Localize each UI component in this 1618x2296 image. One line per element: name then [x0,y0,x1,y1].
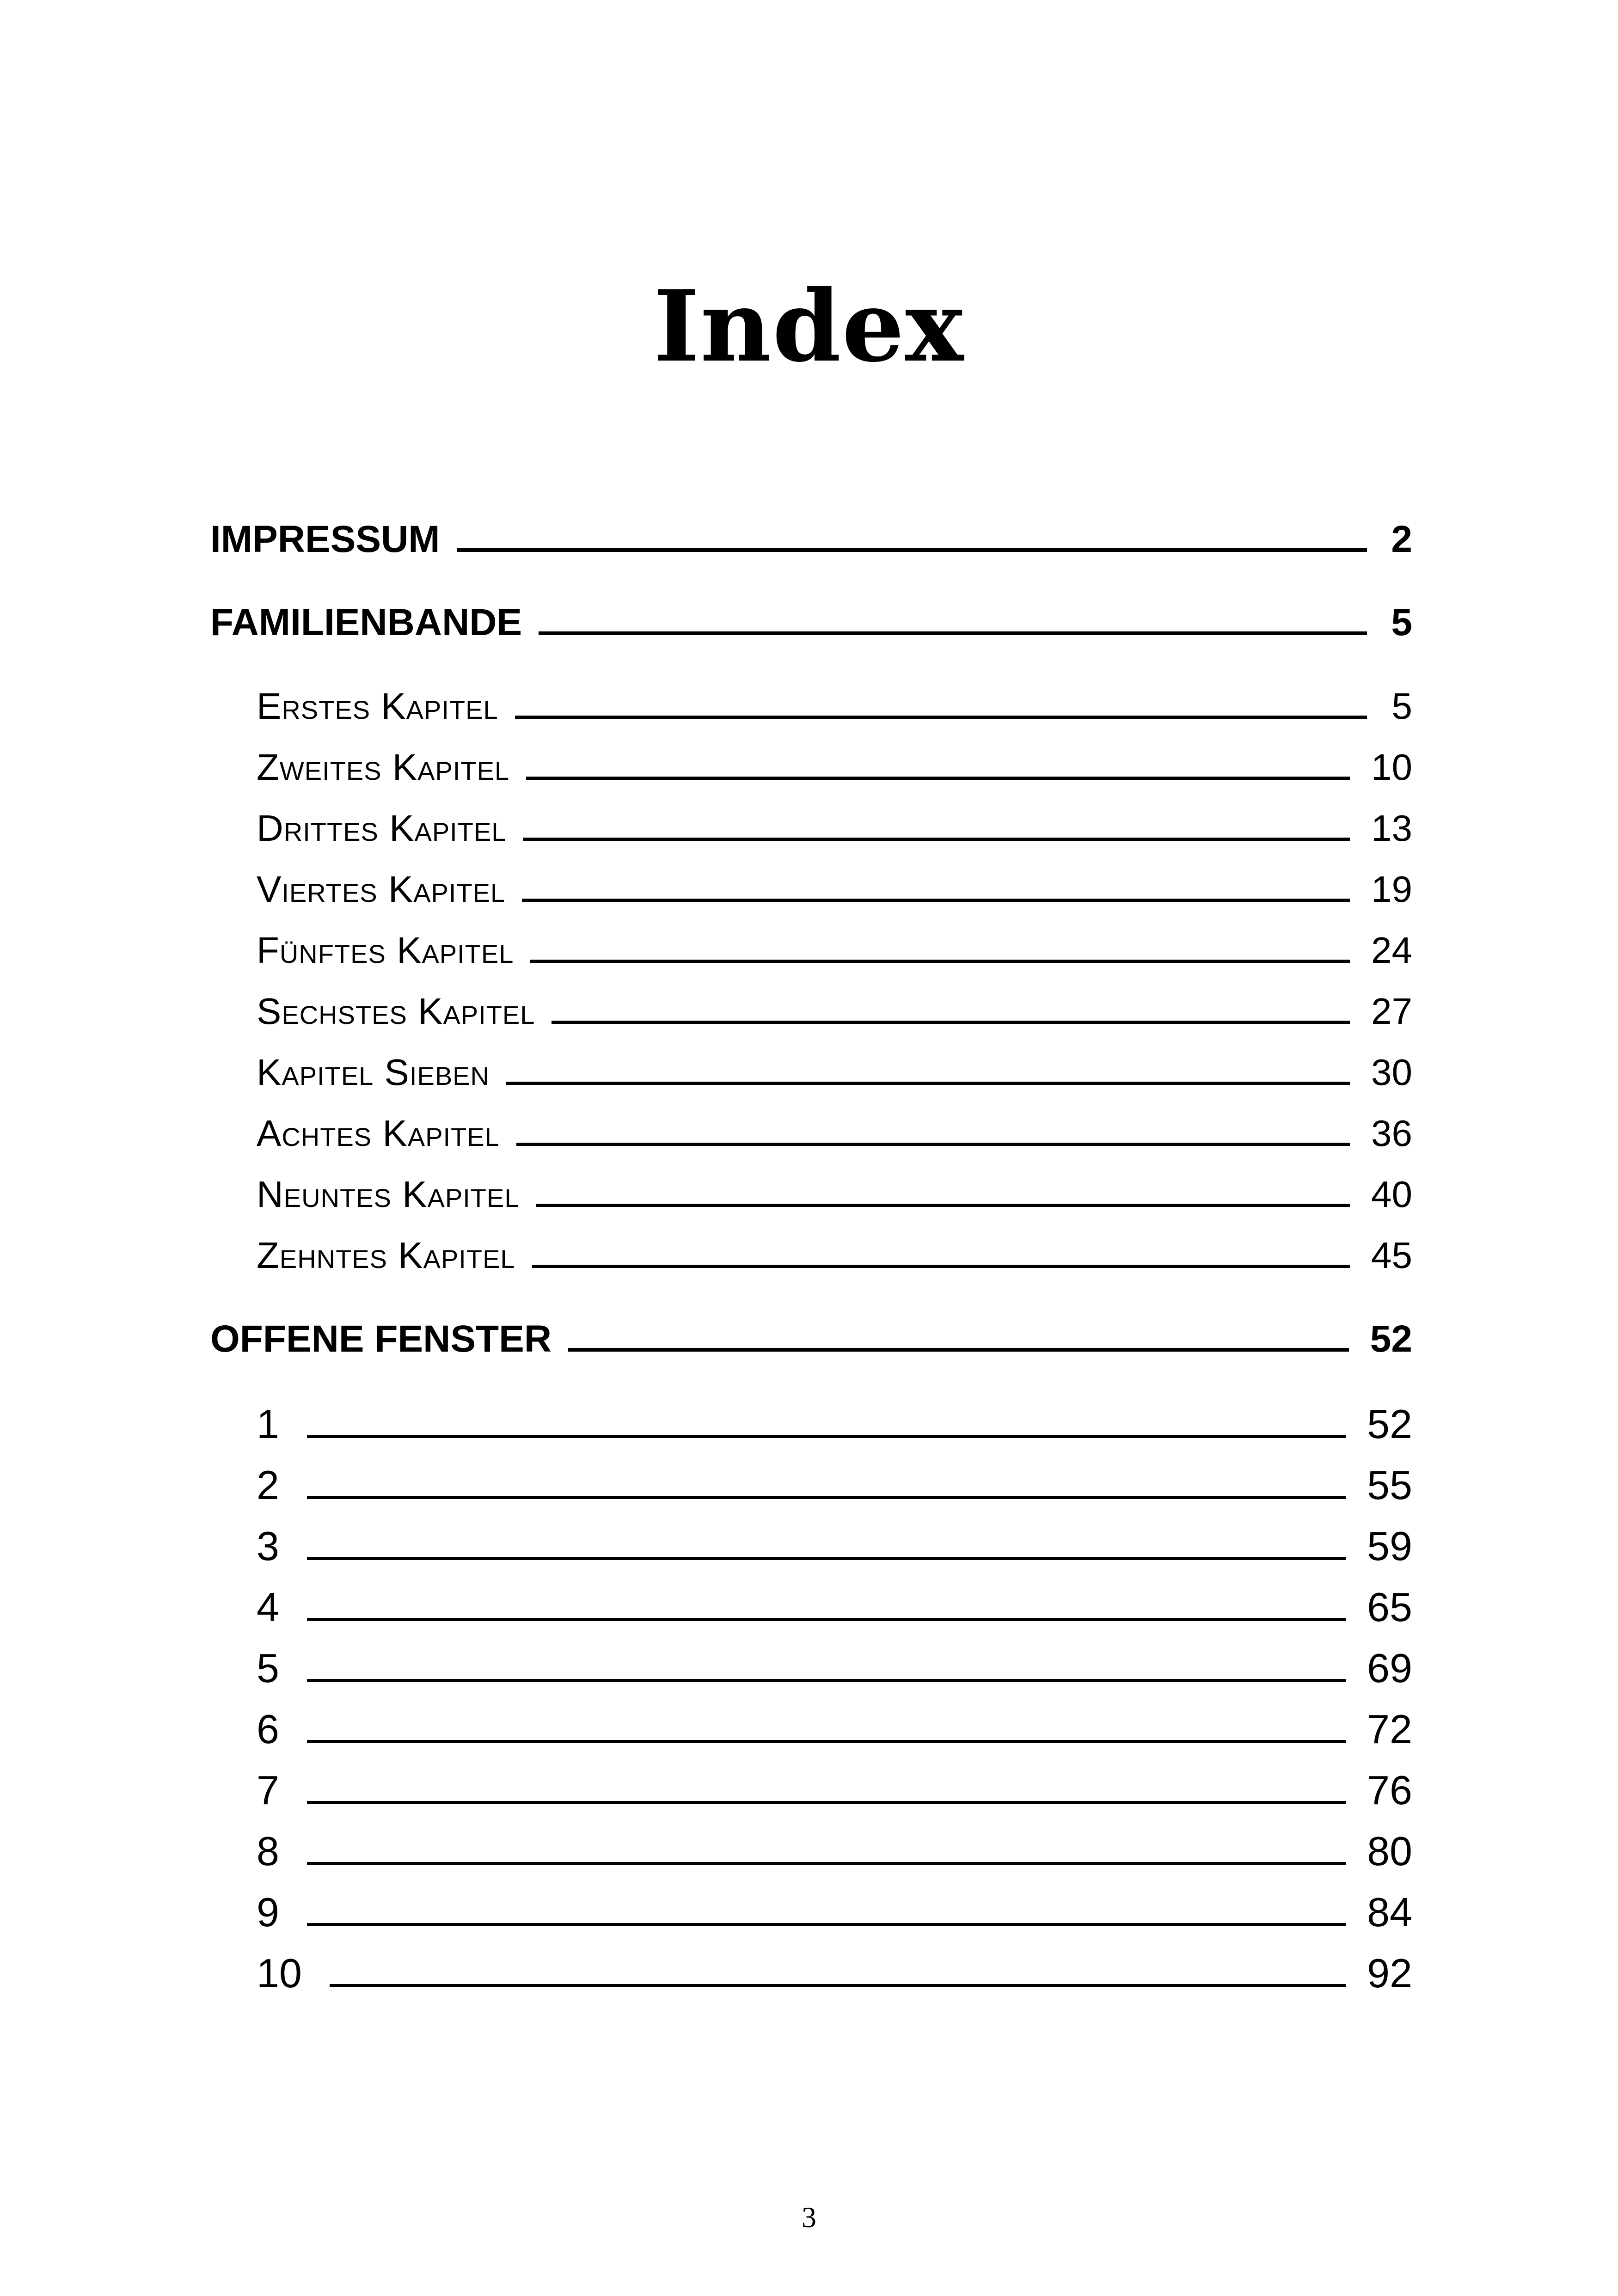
toc-leader-line [522,899,1350,902]
toc-entry-chapter[interactable] [257,929,1412,972]
toc-leader-line [523,838,1350,841]
toc-leader-line [552,1021,1350,1024]
toc-entry-label: FAMILIENBANDE [210,601,522,643]
toc-entry-chapter[interactable] [257,807,1412,850]
toc-entry-label: 10 [257,1950,302,1996]
page-number: 3 [802,2201,816,2234]
toc-entry-page: 80 [1367,1828,1412,1874]
toc-entry-label: 7 [257,1767,279,1813]
toc-entry-page: 5 [1391,686,1412,727]
toc-leader-line [307,1862,1346,1865]
toc-entry-numbered[interactable] [257,1523,1412,1570]
toc-entry-label: 2 [257,1462,279,1508]
toc-entry-numbered[interactable] [257,1645,1412,1692]
toc-entry-page: 69 [1367,1645,1412,1691]
toc-entry-page: 45 [1371,1235,1412,1276]
toc-leader-line [526,777,1350,780]
toc-leader-line [307,1740,1346,1743]
toc-entry-page: 59 [1367,1523,1412,1569]
toc-entry-page: 2 [1391,518,1412,560]
toc-entry-chapter[interactable] [257,1051,1412,1094]
toc-entry-page: 72 [1367,1706,1412,1752]
toc-entry-impressum[interactable] [210,518,1412,561]
toc-entry-numbered[interactable] [257,1889,1412,1936]
toc-leader-line [307,1557,1346,1560]
toc-entry-chapter[interactable] [257,1112,1412,1155]
toc-entry-page: 55 [1367,1462,1412,1508]
toc-leader-line [307,1618,1346,1621]
toc-entry-page: 5 [1391,601,1412,643]
toc-entry-page: 76 [1367,1767,1412,1813]
toc-entry-label: 3 [257,1523,279,1569]
toc-entry-label: Erstes Kapitel [257,686,498,727]
toc-entry-label: OFFENE FENSTER [210,1318,552,1360]
toc-entry-label: IMPRESSUM [210,518,440,560]
toc-leader-line [530,960,1350,963]
toc-entry-page: 65 [1367,1584,1412,1630]
toc-leader-line [568,1348,1349,1352]
toc-entry-page: 92 [1367,1950,1412,1996]
toc-leader-line [307,1435,1346,1438]
toc-entry-numbered[interactable] [257,1767,1412,1814]
toc-leader-line [516,1143,1350,1146]
toc-entry-page: 10 [1371,747,1412,788]
toc-entry-label: Drittes Kapitel [257,808,507,849]
toc-entry-label: 5 [257,1645,279,1691]
toc-entry-page: 13 [1371,808,1412,849]
toc-entry-chapter[interactable] [257,990,1412,1033]
toc-leader-line [506,1082,1350,1085]
toc-leader-line [536,1204,1350,1207]
toc-entry-label: 6 [257,1706,279,1752]
toc-leader-line [307,1496,1346,1499]
page-title: Index [653,269,965,384]
toc-entry-label: 4 [257,1584,279,1630]
toc-leader-line [307,1679,1346,1682]
toc-entry-chapter[interactable] [257,746,1412,789]
toc-entry-label: Kapitel Sieben [257,1052,490,1093]
toc-leader-line [515,716,1367,719]
toc-entry-chapter[interactable] [257,1173,1412,1216]
toc-entry-numbered[interactable] [257,1584,1412,1631]
toc-leader-line [539,631,1367,635]
toc-entry-label: Viertes Kapitel [257,869,506,910]
toc-entry-label: Zweites Kapitel [257,747,510,788]
toc-entry-chapter[interactable] [257,868,1412,911]
toc-entry-page: 84 [1367,1889,1412,1935]
toc-entry-offene-fenster[interactable] [210,1317,1412,1361]
toc-entry-page: 40 [1371,1174,1412,1215]
toc-entry-page: 24 [1371,930,1412,971]
toc-entry-page: 52 [1367,1401,1412,1447]
toc-entry-label: Neuntes Kapitel [257,1174,520,1215]
toc-entry-chapter[interactable] [257,685,1412,728]
toc-entry-numbered[interactable] [257,1950,1412,1997]
toc-leader-line [532,1265,1350,1268]
toc-entry-familienbande[interactable] [210,601,1412,644]
toc-leader-line [307,1923,1346,1926]
toc-entry-numbered[interactable] [257,1401,1412,1448]
toc-leader-line [307,1801,1346,1804]
toc-entry-label: 8 [257,1828,279,1874]
toc-entry-label: Zehntes Kapitel [257,1235,515,1276]
toc-entry-numbered[interactable] [257,1706,1412,1753]
toc-entry-page: 52 [1370,1318,1412,1360]
toc-leader-line [457,548,1367,552]
toc-entry-label: Achtes Kapitel [257,1113,500,1154]
toc-leader-line [330,1984,1346,1987]
toc-entry-label: 1 [257,1401,279,1447]
toc-entry-label: Sechstes Kapitel [257,991,535,1032]
toc-entry-page: 19 [1371,869,1412,910]
toc-entry-page: 30 [1371,1052,1412,1093]
toc-entry-label: 9 [257,1889,279,1935]
toc-entry-chapter[interactable] [257,1234,1412,1277]
toc-entry-label: Fünftes Kapitel [257,930,514,971]
toc-entry-numbered[interactable] [257,1828,1412,1875]
toc-entry-page: 36 [1371,1113,1412,1154]
toc-entry-page: 27 [1371,991,1412,1032]
toc-entry-numbered[interactable] [257,1462,1412,1509]
